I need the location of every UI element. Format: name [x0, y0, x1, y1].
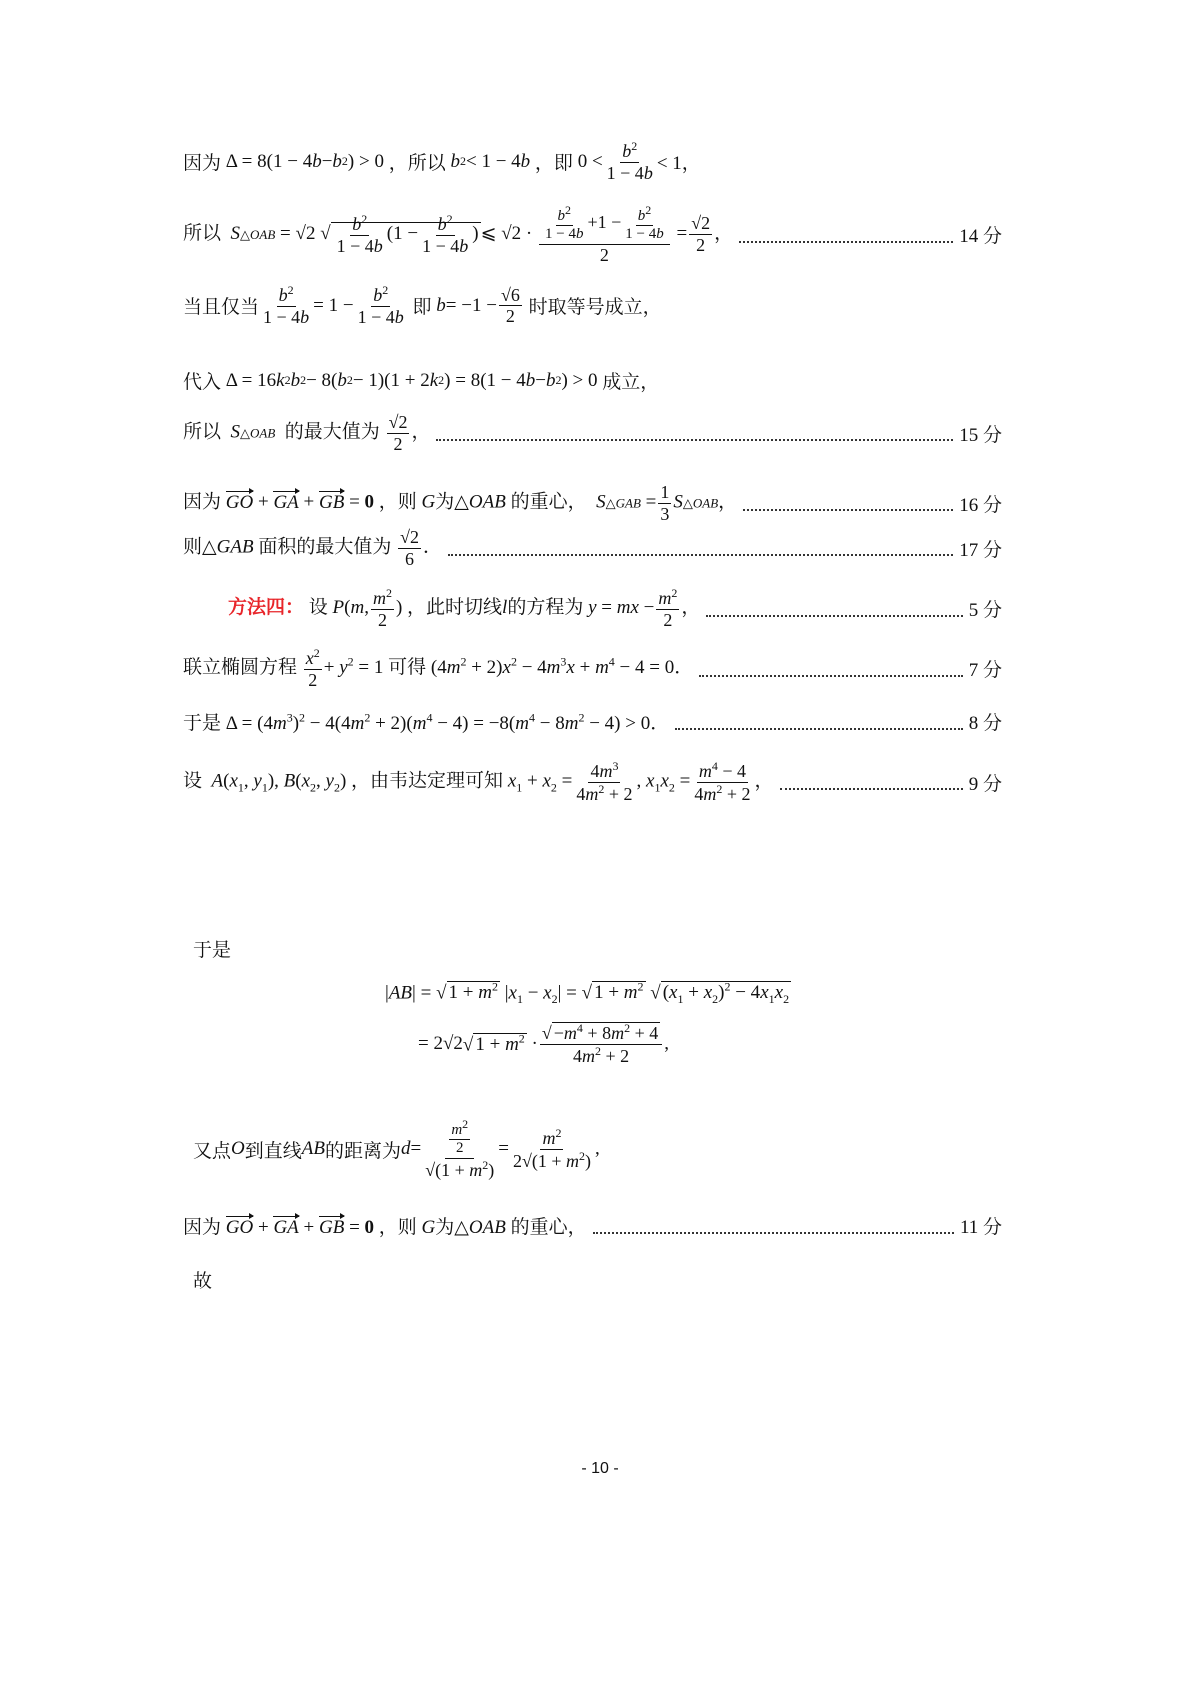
- text: 到直线: [244, 1140, 302, 1162]
- dot-leader: [593, 1230, 954, 1234]
- line-method-four: 方法四： 设 P(m, $\frac{m^2}{2}$ ) ，此时切线l的方程为 y = mx − $\frac{m^2}{2}$ ， 5 分: [228, 586, 1002, 630]
- dot-leader: [739, 239, 953, 243]
- text: 故: [193, 1271, 213, 1292]
- dot-leader: [780, 786, 963, 790]
- text: 的方程为: [507, 597, 584, 619]
- line-distance: 又点 O 到直线 AB 的距离为 d = $\frac{\frac{m^2}{2}}{√(1 + m^2)}$ = $\frac{m^2}{2√(1 + m^2)}$ ,: [193, 1117, 600, 1180]
- text: 设: [183, 770, 203, 792]
- text: 因为: [183, 1217, 222, 1238]
- line-therefore: [193, 1266, 1002, 1293]
- text: 所以: [183, 421, 222, 443]
- fraction: $\frac{b^2}{1 - 4b}$ +1 − $\frac{b^2}{1 - 4b}$ 2: [539, 204, 670, 265]
- line-max-area-gab: 则△GAB 面积的最大值为 $\frac{√2}{6}$ ． 17 分: [183, 527, 1002, 569]
- text: 为: [435, 491, 455, 513]
- dot-leader: [436, 437, 953, 441]
- text: 的重心，: [510, 491, 587, 513]
- score-label: 16 分: [959, 494, 1002, 516]
- dot-leader: [706, 613, 962, 617]
- line-vieta: 设 $A(x_1$, $y_1$), $B(x_2$, $y_2$) ，由韦达定理可知 $x_1 + x_2$ = $\frac{4m^3}{4m^2 + 2}$ , $x_1x_2$ = $\frac{m^4 - 4}{4m^2 + 2}$ ， 9 分: [183, 759, 1002, 804]
- text: 可得: [388, 657, 427, 679]
- text: 则: [183, 536, 203, 558]
- text: ，所以: [388, 153, 446, 175]
- text: 当且仅当: [183, 297, 260, 319]
- text: 成立，: [602, 372, 660, 393]
- text: 又点: [193, 1140, 232, 1162]
- score-label: 17 分: [959, 539, 1002, 561]
- equation-ab-length-result: = 2√2 √ $1 + m^2$ · $\frac{√ -m^4 + 8m^2 + 4}{4m^2 + 2}$ ,: [418, 1021, 669, 1066]
- score-label: 14 分: [959, 226, 1002, 248]
- text: 的重心，: [510, 1217, 587, 1238]
- dot-leader: [448, 552, 953, 556]
- line-centroid: 因为 GO + GA + GB = 0 ，则 G为△OAB 的重心， S△GAB = $\frac{1}{3}$ S△OAB， 16 分: [183, 482, 1002, 524]
- sqrt: √ $\frac{b^2}{1 - 4b}$ (1 − $\frac{b^2}{1 - 4b}$ ): [320, 211, 479, 256]
- text: 于是: [183, 713, 222, 734]
- text: 设: [308, 597, 328, 619]
- dot-leader: [699, 673, 963, 677]
- text: 的距离为: [324, 1140, 401, 1162]
- line-delta-condition: 因为 Δ = 8(1 − 4 b − b 2 ) > 0 ，所以 b 2 < 1 − 4 b ，即 0 < $\frac{b^2}{1 - 4b}$ < 1，: [183, 139, 701, 183]
- method-heading: 方法四：: [228, 597, 305, 619]
- line-discriminant: 于是 $\Delta = (4m^3)^2 - 4(4m^2 + 2)(m^4 - 4) = -8(m^4 - 8m^2 - 4) > 0$． 8 分: [183, 708, 1002, 735]
- dot-leader: [675, 726, 963, 730]
- score-label: 11 分: [959, 1217, 1002, 1238]
- text: ，则: [378, 1217, 417, 1238]
- line-centroid-2: 因为 GO + GA + GB = 0 ，则 G为△OAB 的重心， 11 分: [183, 1212, 1002, 1239]
- text: ，此时切线: [407, 597, 503, 619]
- text: 时取等号成立，: [528, 297, 662, 319]
- score-label: 7 分: [968, 660, 1002, 682]
- line-area-inequality: 所以 S△OAB = √2 √ $\frac{b^2}{1 - 4b}$ (1 − $\frac{b^2}{1 - 4b}$ ) ⩽ √2 · $\frac{b^2}{1 - 4b}$ +1 − $\frac{b^2}{1 - 4b}$ 2 = $\frac{√2}{2}$ ， 14 分: [183, 203, 1002, 265]
- text: 联立椭圆方程: [183, 657, 298, 679]
- text: 面积的最大值为: [258, 536, 392, 558]
- text: ，则: [378, 491, 417, 513]
- text: 所以: [183, 222, 222, 244]
- line-ellipse-system: 联立椭圆方程 $\frac{x^2}{2}$ + $y^2 = 1$ 可得 $(4m^2 + 2)x^2 - 4m^3x + m^4 - 4 = 0$． 7 分: [183, 646, 1002, 690]
- text: 于是: [193, 940, 232, 961]
- line-substitute: 代入 Δ = 16 k 2 b 2 − 8( b 2 − 1)(1 + 2 k 2 ) = 8(1 − 4 b − b 2 ) > 0 成立，: [183, 367, 1002, 394]
- text: 为: [435, 1217, 455, 1238]
- line-max-area-oab: 所以 S△OAB 的最大值为 $\frac{√2}{2}$ ， 15 分: [183, 412, 1002, 454]
- equation-ab-length: |AB| = √ $1 + m^2$ $|x_1 - x_2|$ = √ $1 + m^2$ √ $(x_1 + x_2)^2 - 4x_1x_2$: [385, 980, 790, 1007]
- text: 因为: [183, 153, 222, 175]
- score-label: 9 分: [968, 773, 1002, 795]
- score-label: 8 分: [968, 713, 1002, 734]
- text: 代入: [183, 372, 222, 393]
- text: ，由韦达定理可知: [351, 770, 504, 792]
- text: ，即: [534, 153, 573, 175]
- page-number: - 10 -: [581, 1460, 619, 1477]
- text: 即: [412, 297, 432, 319]
- dot-leader: [743, 507, 953, 511]
- score-label: 5 分: [968, 600, 1002, 622]
- fraction: $\frac{b^2}{1 - 4b}$: [606, 139, 653, 183]
- line-thus: [193, 935, 1002, 962]
- text: 因为: [183, 491, 222, 513]
- text: 的最大值为: [284, 421, 380, 443]
- score-label: 15 分: [959, 424, 1002, 446]
- line-equality-condition: 当且仅当 $\frac{b^2}{1 - 4b}$ = 1 − $\frac{b^2}{1 - 4b}$ 即 b = −1 − $\frac{√6}{2}$ 时取等号成立，: [183, 283, 662, 327]
